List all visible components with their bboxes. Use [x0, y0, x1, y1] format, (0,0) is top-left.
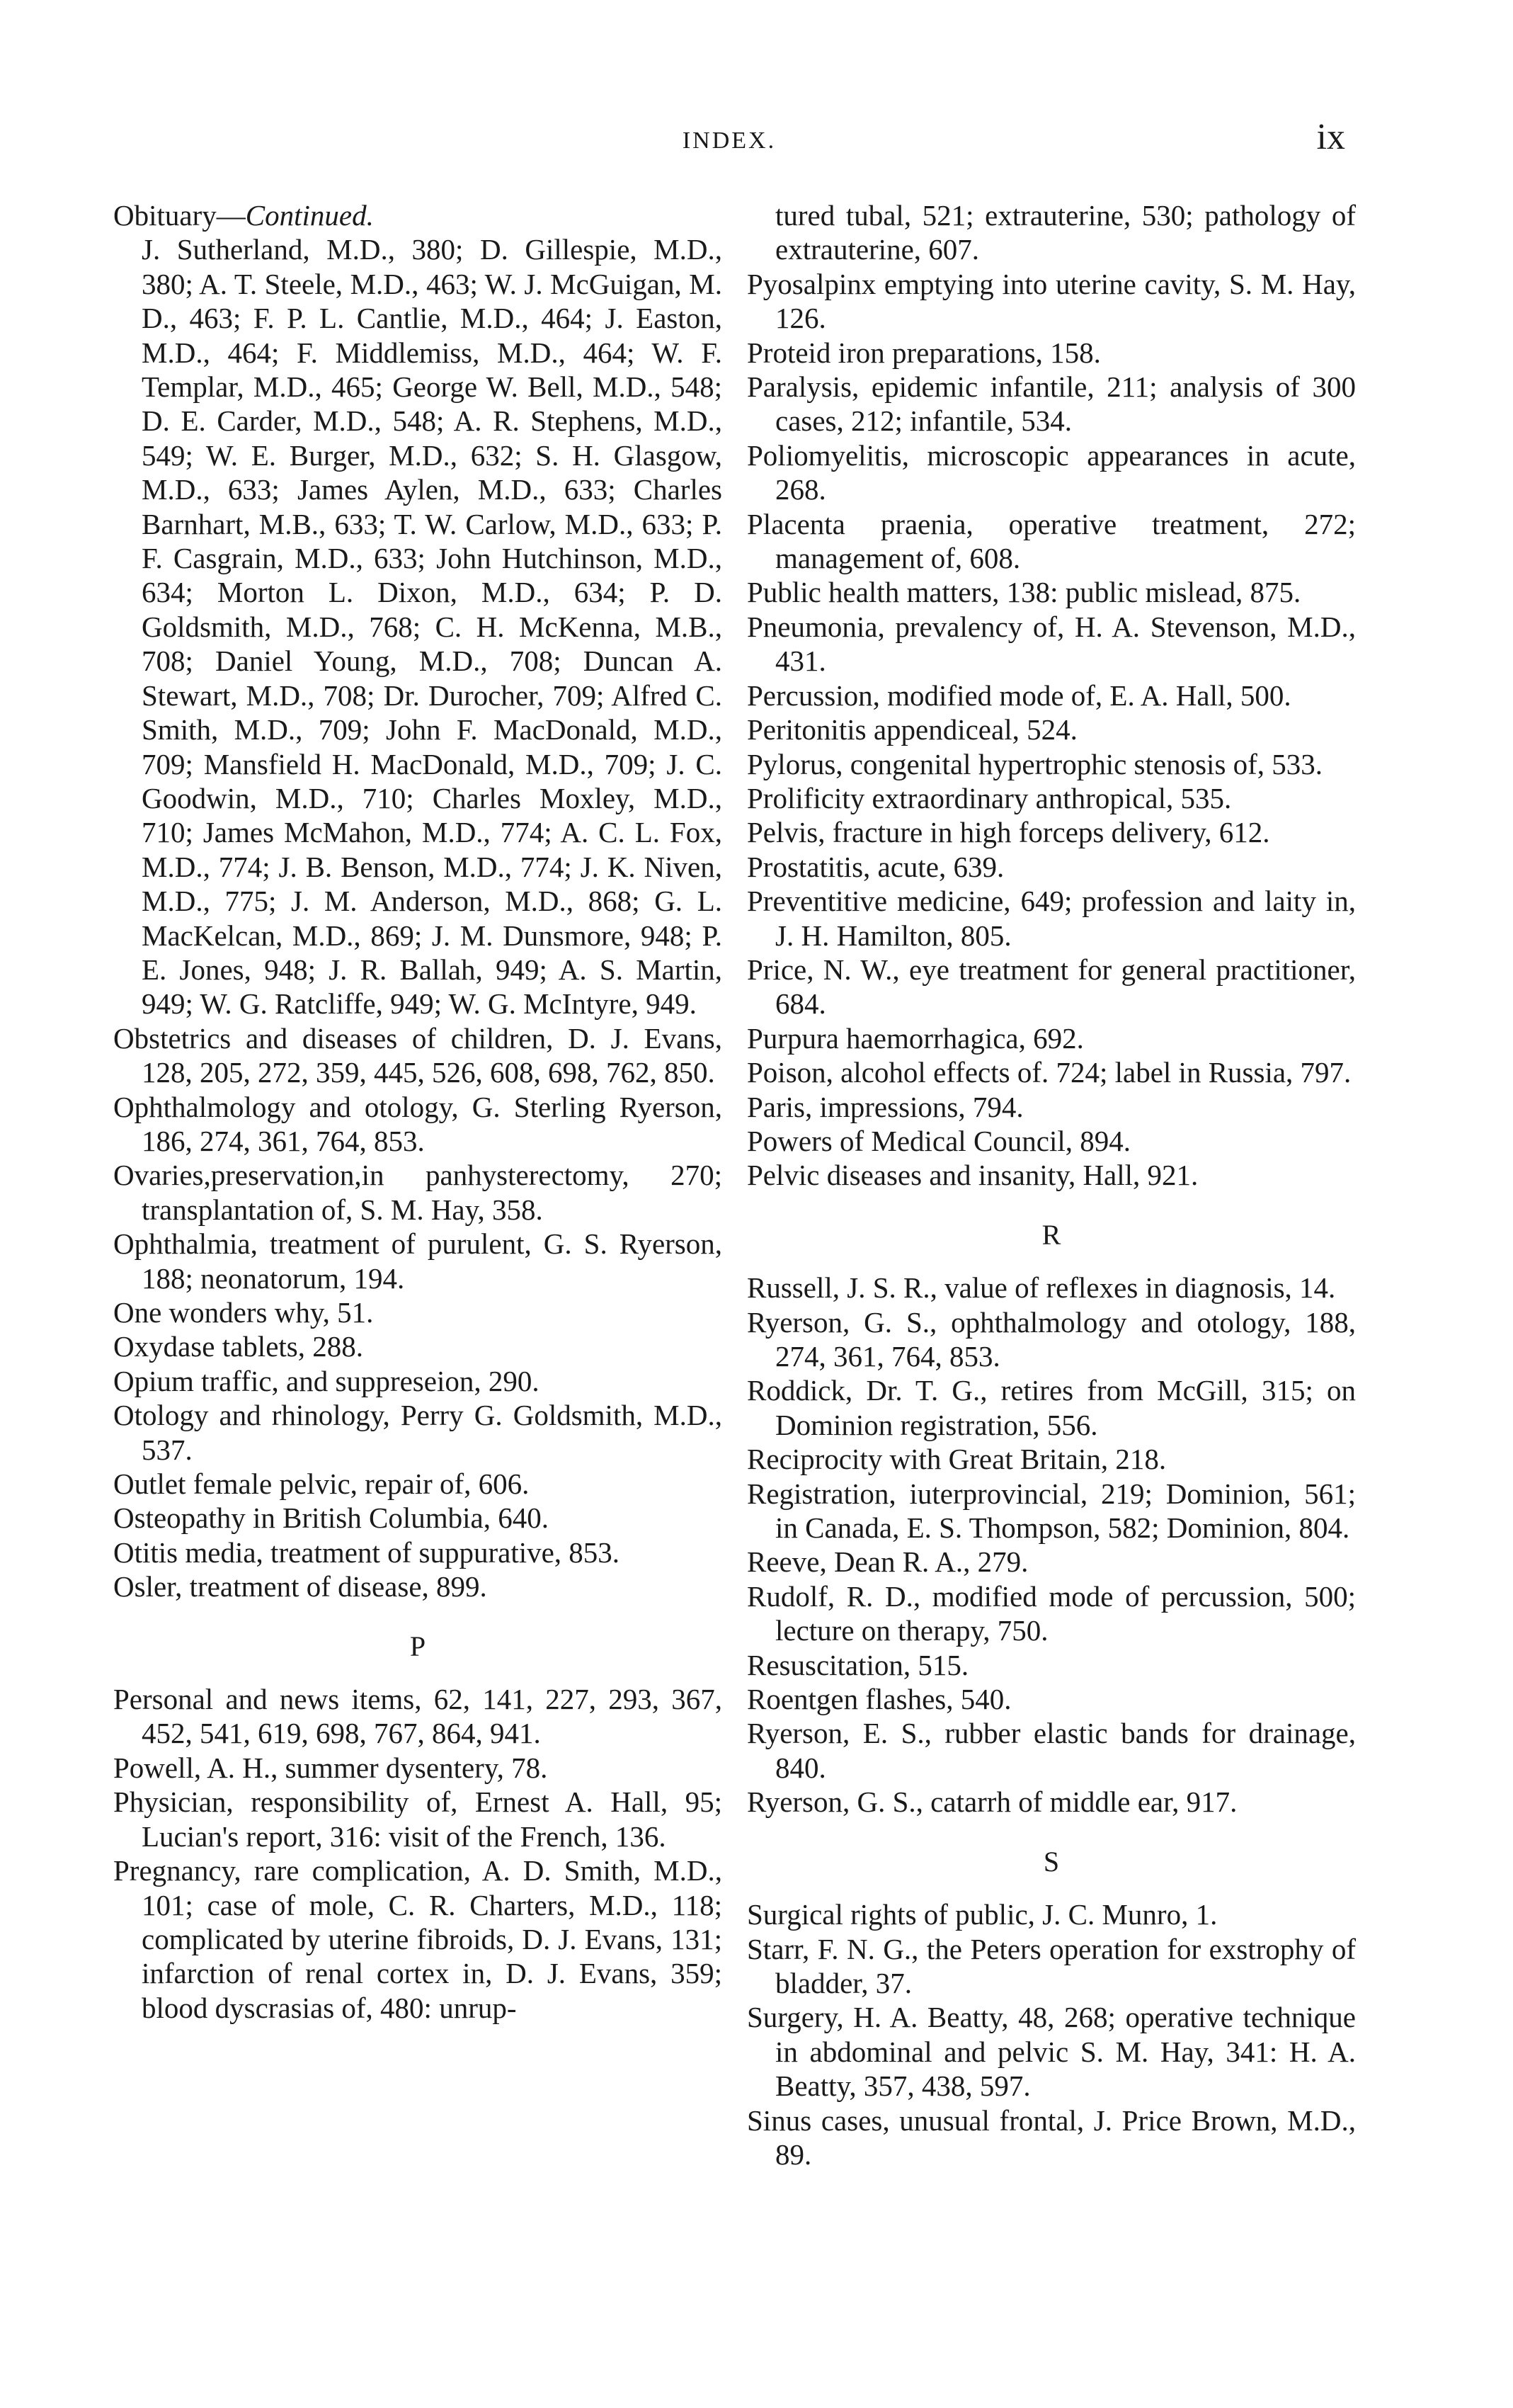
index-entry: Osteopathy in British Columbia, 640. [113, 1501, 549, 1535]
index-entry: Pelvic diseases and insanity, Hall, 921. [747, 1159, 1199, 1192]
index-entry: Poliomyelitis, microscopic appearances in acute, 268. [747, 438, 1356, 506]
index-entry: Pyosalpinx emptying into uterine cavity, S. M. Hay, 126. [747, 267, 1356, 335]
index-entry: Surgical rights of public, J. C. Munro, 1. [747, 1898, 1218, 1931]
index-entry: Peritonitis appendiceal, 524. [747, 713, 1078, 746]
index-entry: Outlet female pelvic, repair of, 606. [113, 1467, 530, 1501]
index-entry: Otitis media, treatment of suppurative, 853. [113, 1535, 620, 1569]
index-entry: Reeve, Dean R. A., 279. [747, 1545, 1029, 1579]
index-entry: Pylorus, congenital hypertrophic stenosis of, 533. [747, 747, 1323, 780]
index-entry: Pregnancy, rare complication, A. D. Smith, M.D., 101; case of mole, C. R. Charters, M.D., 118; complicated by uterine fibroids, D. J. Evans, 131; infarction of renal cortex in, D. J. Evans, 359; blood dyscrasias of, 480: unrup- [113, 1854, 722, 2024]
running-head [113, 106, 1345, 163]
index-entry-continuation: tured tubal, 521; extrauterine, 530; pathology of extrauterine, 607. [775, 199, 1356, 266]
index-entry: Osler, treatment of disease, 899. [113, 1570, 487, 1603]
index-entry: Surgery, H. A. Beatty, 48, 268; operative technique in abdominal and pelvic S. M. Hay, 341: H. A. Beatty, 357, 438, 597. [747, 2001, 1356, 2103]
index-entry: Ovaries,preservation,in panhysterectomy, 270; transplantation of, S. M. Hay, 358. [113, 1159, 722, 1226]
index-entry: Powell, A. H., summer dysentery, 78. [113, 1751, 548, 1784]
index-entry: Rudolf, R. D., modified mode of percussion, 500; lecture on therapy, 750. [747, 1579, 1356, 1647]
index-entry: Prolificity extraordinary anthropical, 535. [747, 781, 1232, 814]
page-title: INDEX. [682, 127, 777, 154]
obituary-continued-entry: J. Sutherland, M.D., 380; D. Gillespie, M.D., 380; A. T. Steele, M.D., 463; W. J. McGuigan, M. D., 463; F. P. L. Cantlie, M.D., 464; J. Easton, M.D., 464; F. Middlemiss, M.D., 464; W. F. Templar, M.D., 465; George W. Bell, M.D., 548; D. E. Carder, M.D., 548; A. R. Stephens, M.D., 549; W. E. Burger, M.D., 632; S. H. Glasgow, M.D., 633; James Aylen, M.D., 633; Charles Barnhart, M.B., 633; T. W. Carlow, M.D., 633; P. F. Casgrain, M.D., 633; John Hutchinson, M.D., 634; Morton L. Dixon, M.D., 634; P. D. Goldsmith, M.D., 768; C. H. McKenna, M.B., 708; Daniel Young, M.D., 708; Duncan A. Stewart, M.D., 708; Dr. Durocher, 709; Alfred C. Smith, M.D., 709; John F. MacDonald, M.D., 709; Mansfield H. MacDonald, M.D., 709; J. C. Goodwin, M.D., 710; Charles Moxley, M.D., 710; James McMahon, M.D., 774; A. C. L. Fox, M.D., 774; J. B. Benson, M.D., 774; J. K. Niven, M.D., 775; J. M. Anderson, M.D., 868; G. L. MacKelcan, M.D., 869; J. M. Dunsmore, 948; P. E. Jones, 948; J. R. Ballah, 949; A. S. Martin, 949; W. G. Ratcliffe, 949; W. G. McIntyre, 949. [142, 233, 722, 1021]
index-entry: Paralysis, epidemic infantile, 211; analysis of 300 cases, 212; infantile, 534. [747, 370, 1356, 438]
index-entry: Pneumonia, prevalency of, H. A. Stevenson, M.D., 431. [747, 610, 1356, 678]
section-letter-s: S [1043, 1845, 1060, 1878]
continued-heading [113, 198, 722, 232]
section-letter-p: P [409, 1630, 426, 1662]
index-entry: Otology and rhinology, Perry G. Goldsmith, M.D., 537. [113, 1399, 722, 1466]
index-entry: Public health matters, 138: public mislead, 875. [747, 576, 1301, 609]
index-entry: Placenta praenia, operative treatment, 272; management of, 608. [747, 507, 1356, 575]
index-entry: Preventitive medicine, 649; profession and laity in, J. H. Hamilton, 805. [747, 885, 1356, 952]
index-entry: Paris, impressions, 794. [747, 1090, 1024, 1123]
index-entry: Powers of Medical Council, 894. [747, 1124, 1131, 1157]
index-entry: Roddick, Dr. T. G., retires from McGill, 315; on Dominion registration, 556. [747, 1374, 1356, 1441]
index-entry: Ophthalmology and otology, G. Sterling Ryerson, 186, 274, 361, 764, 853. [113, 1090, 722, 1157]
continued-label: Continued. [245, 199, 374, 232]
index-entry: Percussion, modified mode of, E. A. Hall, 500. [747, 678, 1291, 712]
right-column [747, 198, 1356, 2171]
index-entry: Starr, F. N. G., the Peters operation for exstrophy of bladder, 37. [747, 1932, 1356, 1999]
index-entry: Ryerson, G. S., catarrh of middle ear, 917. [747, 1785, 1238, 1819]
index-entry: Ryerson, E. S., rubber elastic bands for drainage, 840. [747, 1717, 1356, 1784]
left-column [113, 198, 722, 2025]
index-entry: Opium traffic, and suppreseion, 290. [113, 1364, 539, 1397]
index-entry: Resuscitation, 515. [747, 1648, 969, 1681]
index-entry: Proteid iron preparations, 158. [747, 336, 1101, 369]
index-entry: One wonders why, 51. [113, 1296, 374, 1329]
index-entry: Roentgen flashes, 540. [747, 1683, 1012, 1716]
index-entry: Pelvis, fracture in high forceps delivery, 612. [747, 816, 1270, 849]
index-entry: Prostatitis, acute, 639. [747, 850, 1005, 883]
index-entry: Price, N. W., eye treatment for general practitioner, 684. [747, 953, 1356, 1021]
index-entry: Sinus cases, unusual frontal, J. Price Brown, M.D., 89. [747, 2103, 1356, 2171]
index-entry: Poison, alcohol effects of. 724; label in Russia, 797. [747, 1056, 1352, 1089]
section-letter-r: R [1041, 1218, 1061, 1251]
index-entry: Registration, iuterprovincial, 219; Dominion, 561; in Canada, E. S. Thompson, 582; Dominion, 804. [747, 1477, 1356, 1545]
index-entry: Oxydase tablets, 288. [113, 1330, 363, 1363]
index-entry: Purpura haemorrhagica, 692. [747, 1021, 1084, 1055]
index-entry: Ryerson, G. S., ophthalmology and otology, 188, 274, 361, 764, 853. [747, 1305, 1356, 1373]
index-entry: Ophthalmia, treatment of purulent, G. S. Ryerson, 188; neonatorum, 194. [113, 1227, 722, 1295]
index-entry: Reciprocity with Great Britain, 218. [747, 1443, 1167, 1476]
continued-head-word: Obituary— [113, 199, 246, 232]
index-entry: Physician, responsibility of, Ernest A. Hall, 95; Lucian's report, 316: visit of the French, 136. [113, 1785, 722, 1853]
index-entry: Personal and news items, 62, 141, 227, 293, 367, 452, 541, 619, 698, 767, 864, 941. [113, 1683, 722, 1750]
index-entry: Russell, J. S. R., value of reflexes in diagnosis, 14. [747, 1271, 1336, 1305]
page-number: ix [1316, 117, 1345, 157]
index-entry: Obstetrics and diseases of children, D. J. Evans, 128, 205, 272, 359, 445, 526, 608, 698, 762, 850. [113, 1021, 722, 1089]
